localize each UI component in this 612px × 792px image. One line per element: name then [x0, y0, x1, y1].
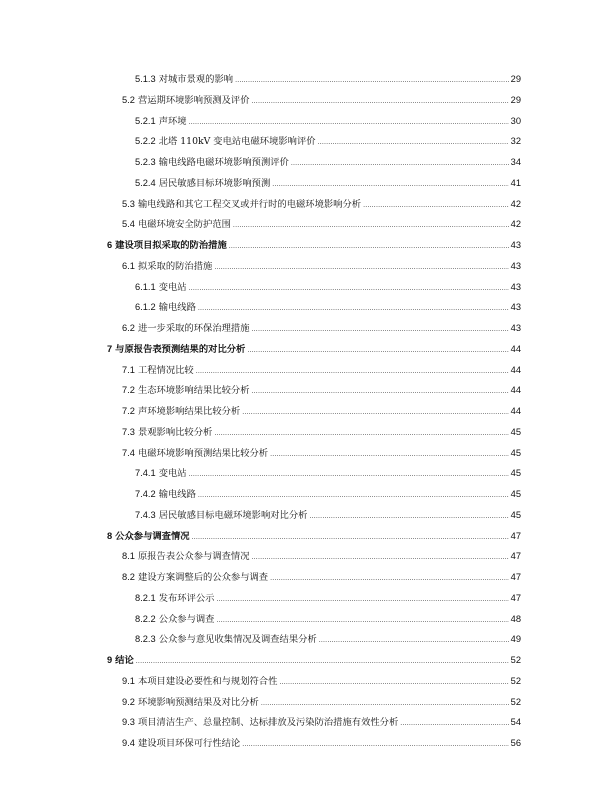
- toc-entry-page: 54: [510, 717, 521, 728]
- toc-entry-title: 声环境影响结果比较分析: [137, 406, 241, 417]
- toc-entry-page: 49: [510, 634, 521, 645]
- toc-entry-number: 8.2.1: [135, 592, 156, 603]
- toc-entry-title: 建设项目拟采取的防治措施: [115, 240, 227, 251]
- toc-entry[interactable]: [135, 175, 521, 191]
- toc-entry[interactable]: [122, 258, 521, 274]
- toc-entry-title: 工程情况比较: [137, 364, 194, 376]
- toc-entry[interactable]: [122, 362, 521, 378]
- toc-entry[interactable]: [135, 611, 521, 627]
- dot-leader: [189, 281, 509, 297]
- toc-entry-page: 52: [510, 696, 521, 707]
- dot-leader: [363, 198, 509, 214]
- toc-entry-title: 景观影响比较分析: [137, 426, 213, 438]
- toc-entry-page: 45: [510, 468, 521, 479]
- toc-entry[interactable]: [122, 92, 521, 108]
- toc-entry[interactable]: [122, 424, 521, 440]
- toc-entry-page: 47: [510, 572, 521, 582]
- dot-leader: [192, 530, 509, 546]
- toc-entry-title: 本项目建设必要性和与规划符合性: [137, 675, 278, 687]
- toc-entry-number: 5.2.1: [135, 115, 156, 126]
- dot-leader: [291, 156, 509, 172]
- toc-entry-number: 5.3: [122, 198, 135, 209]
- toc-entry-title: 建设方案调整后的公众参与调查: [137, 572, 269, 583]
- dot-leader: [214, 260, 508, 276]
- toc-entry[interactable]: [122, 403, 521, 419]
- toc-entry-page: 41: [510, 177, 521, 188]
- toc-entry[interactable]: [122, 382, 521, 398]
- toc-entry-page: 43: [510, 240, 521, 250]
- toc-entry-number: 7.3: [122, 426, 135, 437]
- toc-entry-page: 30: [510, 115, 521, 126]
- toc-entry-title: 建设项目环保可行性结论: [137, 738, 241, 749]
- dot-leader: [319, 633, 509, 649]
- toc-entry-number: 7.4.1: [135, 468, 156, 479]
- toc-entry-number: 5.2: [122, 94, 135, 105]
- toc-entry-title: 北塔 110kV 变电站电磁环境影响评价: [158, 136, 316, 148]
- toc-entry-title: 进一步采取的环保治理措施: [137, 323, 250, 334]
- toc-entry-page: 43: [510, 281, 521, 292]
- toc-entry-title: 生态环境影响结果比较分析: [137, 385, 250, 397]
- toc-entry-page: 34: [510, 157, 521, 167]
- toc-entry-page: 44: [510, 385, 521, 396]
- toc-entry-number: 7.4: [122, 447, 135, 458]
- toc-entry-number: 7: [107, 343, 113, 354]
- toc-entry-page: 47: [510, 592, 521, 603]
- toc-entry-number: 9.3: [122, 717, 135, 728]
- dot-leader: [247, 343, 508, 359]
- dot-leader: [216, 613, 508, 629]
- toc-entry[interactable]: [135, 71, 521, 87]
- toc-entry-title: 环境影响预测结果及对比分析: [137, 696, 259, 708]
- toc-entry-page: 44: [510, 364, 521, 375]
- toc-entry[interactable]: [135, 507, 521, 523]
- toc-entry-number: 6.1.1: [135, 281, 156, 292]
- toc-entry-page: 47: [510, 551, 521, 562]
- toc-entry-number: 8: [107, 530, 113, 541]
- toc-entry[interactable]: [135, 590, 521, 606]
- toc-entry-number: 9: [107, 655, 113, 665]
- toc-entry[interactable]: [135, 486, 521, 502]
- toc-entry[interactable]: [135, 154, 521, 170]
- toc-entry-number: 8.2: [122, 572, 135, 582]
- toc-entry[interactable]: [135, 133, 521, 149]
- toc-entry-page: 45: [510, 426, 521, 437]
- toc-entry-page: 32: [510, 136, 521, 147]
- toc-entry-title: 营运期环境影响预测及评价: [137, 94, 250, 106]
- toc-entry[interactable]: [135, 279, 521, 295]
- dot-leader: [272, 177, 508, 193]
- toc-entry-number: 9.1: [122, 675, 135, 686]
- toc-entry-number: 7.2: [122, 385, 135, 396]
- dot-leader: [233, 218, 509, 234]
- toc-entry-number: 7.2: [122, 406, 135, 416]
- dot-leader: [270, 571, 509, 587]
- toc-entry-page: 43: [510, 323, 521, 333]
- toc-entry-title: 电磁环境影响预测结果比较分析: [137, 447, 269, 459]
- toc-entry-title: 变电站: [158, 468, 187, 480]
- toc-entry[interactable]: [107, 237, 521, 253]
- toc-entry-title: 公众参与调查: [158, 613, 215, 625]
- toc-entry[interactable]: [122, 694, 521, 710]
- dot-leader: [214, 426, 508, 442]
- toc-entry-page: 45: [510, 489, 521, 499]
- toc-entry[interactable]: [122, 445, 521, 461]
- toc-entry-page: 45: [510, 509, 521, 520]
- dot-leader: [261, 696, 509, 712]
- toc-entry-number: 7.1: [122, 364, 135, 375]
- toc-entry[interactable]: [122, 673, 521, 689]
- toc-entry-number: 9.2: [122, 696, 135, 707]
- toc-entry-page: 29: [510, 94, 521, 105]
- dot-leader: [242, 405, 508, 421]
- toc-entry-number: 5.4: [122, 219, 135, 230]
- toc-entry-title: 对城市景观的影响: [158, 74, 234, 85]
- dot-leader: [198, 301, 509, 317]
- dot-leader: [229, 239, 509, 255]
- dot-leader: [196, 364, 509, 380]
- toc-entry-number: 6.2: [122, 323, 135, 333]
- toc-entry-title: 居民敏感目标环境影响预测: [158, 177, 271, 189]
- dot-leader: [242, 737, 508, 753]
- dot-leader: [318, 135, 509, 151]
- toc-entry-page: 42: [510, 198, 521, 209]
- toc-entry-title: 居民敏感目标电磁环境影响对比分析: [158, 509, 308, 521]
- toc-entry-title: 声环境: [158, 115, 187, 127]
- toc-entry-title: 结论: [115, 655, 134, 666]
- toc-entry-page: 43: [510, 260, 521, 271]
- toc-entry-number: 8.1: [122, 551, 135, 562]
- toc-entry[interactable]: [122, 569, 521, 585]
- toc-entry[interactable]: [122, 548, 521, 564]
- toc-entry-title: 变电站: [158, 281, 187, 293]
- toc-entry-title: 输电线路电磁环境影响预测评价: [158, 157, 289, 168]
- dot-leader: [136, 654, 509, 670]
- toc-entry-number: 8.2.3: [135, 634, 156, 645]
- toc-entry-title: 输电线路: [158, 302, 196, 314]
- dot-leader: [189, 467, 509, 483]
- toc-entry-page: 48: [510, 613, 521, 624]
- toc-entry-title: 拟采取的防治措施: [137, 260, 213, 272]
- toc-entry[interactable]: [122, 216, 521, 232]
- toc-entry-number: 5.1.3: [135, 74, 156, 84]
- toc-entry-page: 56: [510, 738, 521, 748]
- toc-entry-number: 9.4: [122, 738, 135, 748]
- dot-leader: [198, 488, 509, 504]
- toc-entry-page: 45: [510, 447, 521, 458]
- dot-leader: [189, 115, 509, 131]
- dot-leader: [309, 509, 508, 525]
- dot-leader: [252, 384, 509, 400]
- toc-entry-number: 6.1.2: [135, 302, 156, 313]
- toc-entry-title: 与原报告表预测结果的对比分析: [115, 343, 246, 355]
- toc-entry-title: 公众参与调查情况: [115, 530, 190, 542]
- toc-entry-number: 6.1: [122, 260, 135, 271]
- toc-entry-number: 6: [107, 240, 113, 250]
- dot-leader: [400, 716, 508, 732]
- dot-leader: [279, 675, 508, 691]
- toc-entry[interactable]: [135, 631, 521, 647]
- toc-entry[interactable]: [122, 714, 521, 730]
- dot-leader: [216, 592, 508, 608]
- toc-entry-number: 7.4.3: [135, 509, 156, 520]
- toc-entry[interactable]: [135, 113, 521, 129]
- toc-entry-title: 发布环评公示: [158, 592, 215, 604]
- dot-leader: [235, 73, 509, 89]
- toc-entry-title: 输电线路: [158, 489, 196, 500]
- toc-entry-page: 47: [510, 530, 521, 541]
- toc-entry-number: 5.2.3: [135, 157, 156, 167]
- toc-entry-page: 44: [510, 343, 521, 354]
- toc-entry[interactable]: [122, 196, 521, 212]
- toc-entry-page: 43: [510, 302, 521, 313]
- toc-entry[interactable]: [107, 341, 521, 357]
- toc-entry[interactable]: [107, 652, 521, 668]
- toc-entry-page: 29: [510, 74, 521, 84]
- dot-leader: [252, 94, 509, 110]
- toc-entry[interactable]: [107, 528, 521, 544]
- toc-entry-title: 电磁环境安全防护范围: [137, 219, 231, 231]
- dot-leader: [252, 322, 509, 338]
- toc-entry-number: 7.4.2: [135, 489, 156, 499]
- toc-entry[interactable]: [135, 465, 521, 481]
- toc-entry[interactable]: [135, 299, 521, 315]
- toc-entry-number: 5.2.2: [135, 136, 156, 147]
- toc-entry[interactable]: [122, 735, 521, 751]
- toc-entry-page: 42: [510, 219, 521, 230]
- toc-entry-title: 原报告表公众参与调查情况: [137, 551, 250, 563]
- dot-leader: [270, 447, 509, 463]
- toc-entry-page: 44: [510, 406, 521, 416]
- toc-entry-number: 5.2.4: [135, 177, 156, 188]
- toc-entry[interactable]: [122, 320, 521, 336]
- toc-entry-title: 输电线路和其它工程交叉或并行时的电磁环境影响分析: [137, 198, 362, 210]
- toc-entry-page: 52: [510, 655, 521, 665]
- toc-entry-number: 8.2.2: [135, 613, 156, 624]
- toc-entry-title: 公众参与意见收集情况及调查结果分析: [158, 634, 317, 646]
- toc-entry-page: 52: [510, 675, 521, 686]
- toc-entry-title: 项目清洁生产、总量控制、达标排放及污染防治措施有效性分析: [137, 717, 399, 729]
- dot-leader: [252, 550, 509, 566]
